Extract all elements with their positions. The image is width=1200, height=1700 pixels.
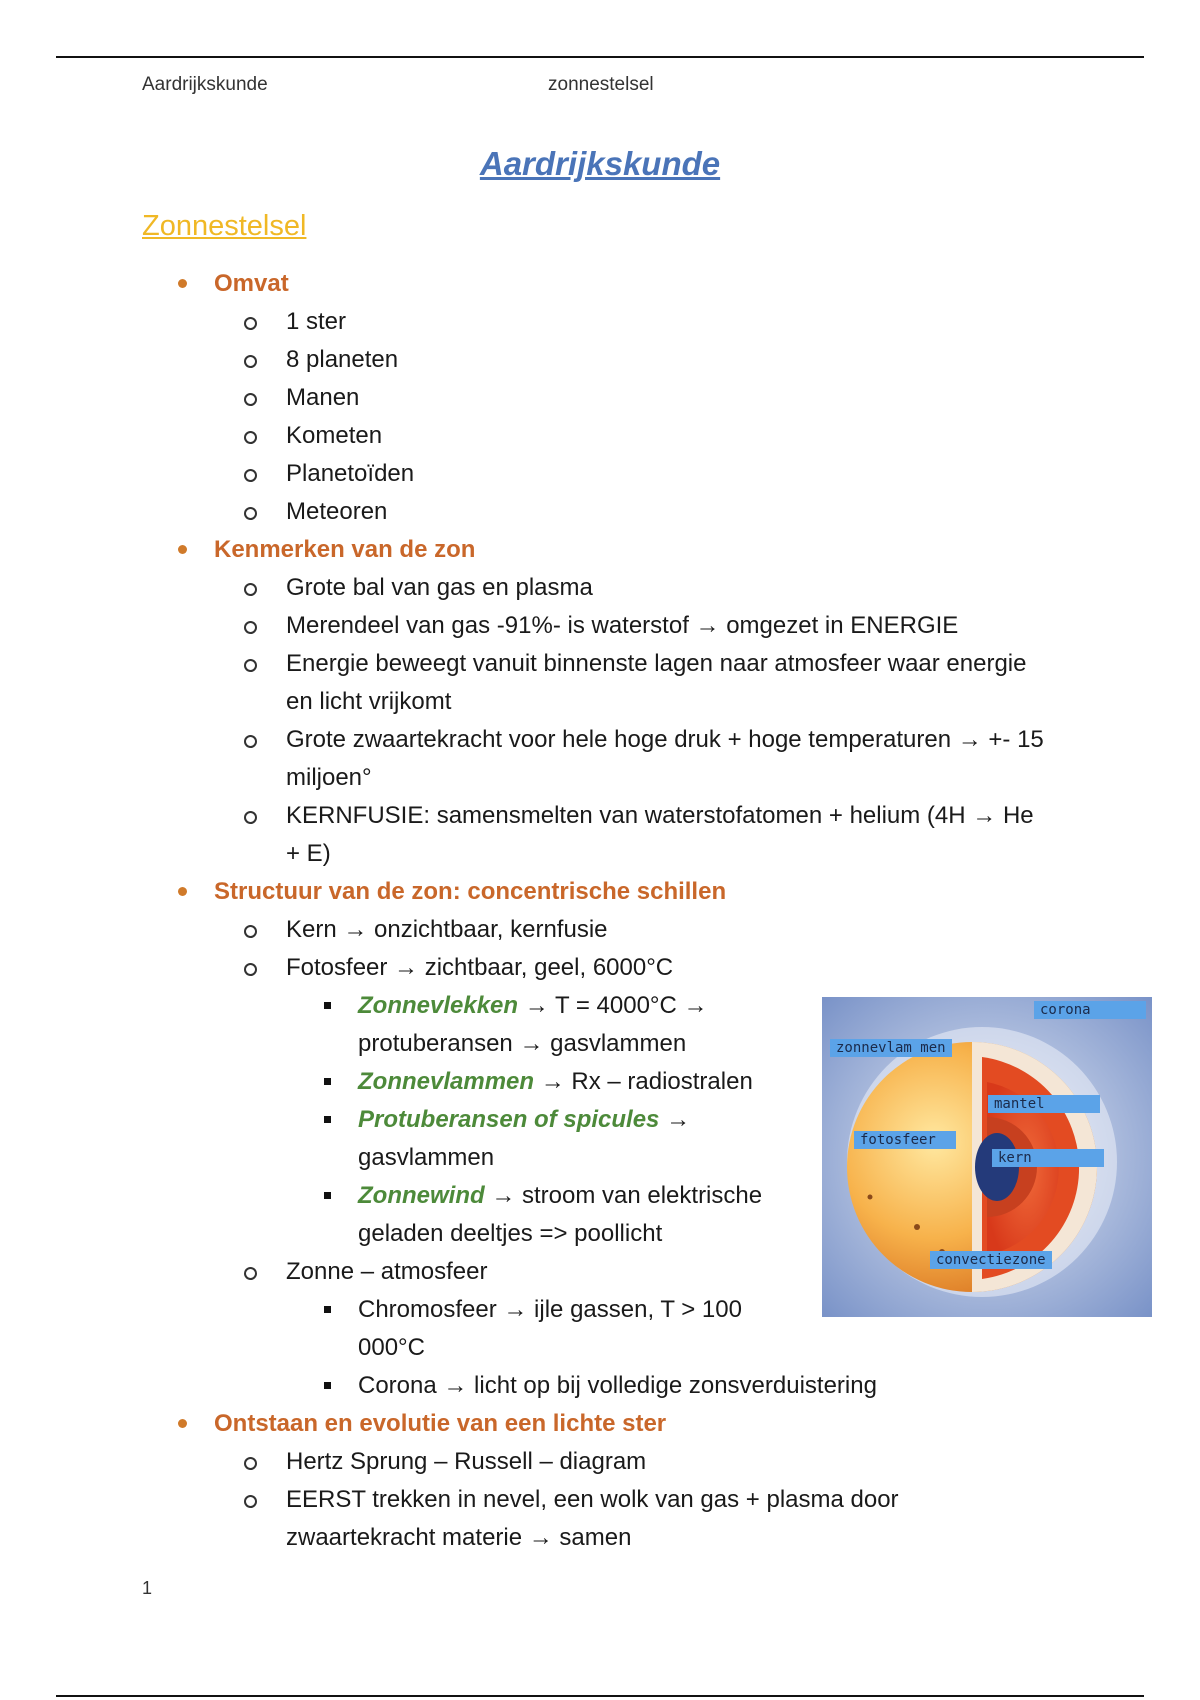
bullet-circle xyxy=(244,393,257,406)
sub-list xyxy=(358,987,788,1253)
item-text: Kern → onzichtbaar, kernfusie xyxy=(286,916,608,943)
list-item xyxy=(286,493,1042,531)
topic-omvat xyxy=(142,265,1042,531)
list-item xyxy=(286,607,1046,645)
bullet-dot xyxy=(178,279,187,288)
list-item xyxy=(286,379,1042,417)
item-text: Fotosfeer → zichtbaar, geel, 6000°C xyxy=(286,954,674,981)
list-item xyxy=(286,1481,966,1557)
bullet-circle xyxy=(244,621,257,634)
bullet-circle xyxy=(244,583,257,596)
list-item xyxy=(286,341,1042,379)
item-text: EERST trekken in nevel, een wolk van gas + plasma door zwaartekracht materie → samen xyxy=(286,1486,899,1551)
item-text: Energie beweegt vanuit binnenste lagen naar atmosfeer waar energie en licht vrijkomt xyxy=(286,650,1027,715)
sub-item-term: Zonnewind xyxy=(358,1182,485,1209)
item-list xyxy=(286,303,1042,531)
bullet-square xyxy=(324,1002,331,1009)
document-body xyxy=(142,265,1042,1557)
bullet-circle xyxy=(244,507,257,520)
label-corona: corona xyxy=(1034,1001,1146,1019)
item-text: Zonne – atmosfeer xyxy=(286,1258,488,1285)
label-kern: kern xyxy=(992,1149,1104,1167)
item-text: 1 ster xyxy=(286,308,347,335)
bullet-circle xyxy=(244,1267,257,1280)
bullet-dot xyxy=(178,1419,187,1428)
topic-ontstaan xyxy=(142,1405,1042,1557)
list-item xyxy=(286,417,1042,455)
footer-rule xyxy=(56,1695,1144,1697)
bullet-square xyxy=(324,1306,331,1313)
item-list xyxy=(286,569,1046,873)
sub-item-term: Protuberansen of spicules xyxy=(358,1106,660,1133)
header-subject: Aardrijkskunde xyxy=(142,74,268,95)
topic-heading: Kenmerken van de zon xyxy=(214,536,476,563)
bullet-dot xyxy=(178,887,187,896)
label-fotosfeer: fotosfeer xyxy=(854,1131,956,1149)
bullet-circle xyxy=(244,811,257,824)
item-list xyxy=(286,1443,966,1557)
bullet-square xyxy=(324,1078,331,1085)
sub-item xyxy=(358,1063,788,1101)
bullet-square xyxy=(324,1116,331,1123)
topic-heading: Ontstaan en evolutie van een lichte ster xyxy=(214,1410,667,1437)
header-topic: zonnestelsel xyxy=(548,74,654,95)
bullet-circle xyxy=(244,355,257,368)
sub-item xyxy=(358,987,788,1063)
bullet-dot xyxy=(178,545,187,554)
list-item xyxy=(286,721,1046,797)
list-item xyxy=(286,797,1046,873)
document-title: Aardrijkskunde xyxy=(479,145,721,182)
topic-heading: Structuur van de zon: concentrische schillen xyxy=(214,878,727,905)
bullet-circle xyxy=(244,1495,257,1508)
sub-item xyxy=(358,1291,778,1367)
item-text: KERNFUSIE: samensmelten van waterstofatomen + helium (4H → He + E) xyxy=(286,802,1034,867)
bullet-circle xyxy=(244,925,257,938)
label-zonnevlammen: zonnevlam men xyxy=(830,1039,952,1057)
bullet-square xyxy=(324,1192,331,1199)
sub-item-text: → Rx – radiostralen xyxy=(534,1068,753,1095)
sun-structure-figure xyxy=(822,997,1152,1317)
bullet-circle xyxy=(244,1457,257,1470)
topic-kenmerken xyxy=(142,531,1042,873)
topic-list xyxy=(142,265,1042,1557)
list-item xyxy=(286,569,1046,607)
list-item xyxy=(286,455,1042,493)
sub-item-text: → stroom van elektrische geladen deeltjes => poollicht xyxy=(358,1182,763,1247)
topic-heading: Omvat xyxy=(214,270,289,297)
sub-item-text: Chromosfeer → ijle gassen, T > 100 000°C xyxy=(358,1296,742,1361)
bullet-circle xyxy=(244,431,257,444)
bullet-circle xyxy=(244,659,257,672)
bullet-square xyxy=(324,1382,331,1389)
list-item xyxy=(286,645,1046,721)
sub-item xyxy=(358,1367,958,1405)
sub-item-text: → gasvlammen xyxy=(358,1106,691,1171)
header-rule xyxy=(56,56,1144,58)
item-text: Grote bal van gas en plasma xyxy=(286,574,593,601)
list-item xyxy=(286,1443,966,1481)
page-number: 1 xyxy=(142,1578,153,1598)
sub-item-text: → T = 4000°C → protuberansen → gasvlammen xyxy=(358,992,708,1057)
sub-item-term: Zonnevlammen xyxy=(358,1068,535,1095)
bullet-circle xyxy=(244,963,257,976)
list-item xyxy=(286,303,1042,341)
label-mantel: mantel xyxy=(988,1095,1100,1113)
item-text: Hertz Sprung – Russell – diagram xyxy=(286,1448,647,1475)
sub-item xyxy=(358,1101,788,1177)
item-text: Planetoïden xyxy=(286,460,415,487)
item-text: Manen xyxy=(286,384,360,411)
item-text: Meteoren xyxy=(286,498,388,525)
list-item xyxy=(286,911,1042,949)
item-text: Grote zwaartekracht voor hele hoge druk + hoge temperaturen → +- 15 miljoen° xyxy=(286,726,1044,791)
item-text: 8 planeten xyxy=(286,346,399,373)
sub-item-term: Zonnevlekken xyxy=(358,992,519,1019)
item-text: Merendeel van gas -91%- is waterstof → omgezet in ENERGIE xyxy=(286,612,959,639)
sub-item-text: Corona → licht op bij volledige zonsverduistering xyxy=(358,1372,877,1399)
sub-item xyxy=(358,1177,788,1253)
bullet-circle xyxy=(244,317,257,330)
label-convectiezone: convectiezone xyxy=(930,1251,1052,1269)
item-text: Kometen xyxy=(286,422,383,449)
bullet-circle xyxy=(244,735,257,748)
bullet-circle xyxy=(244,469,257,482)
section-title: Zonnestelsel xyxy=(142,210,307,242)
